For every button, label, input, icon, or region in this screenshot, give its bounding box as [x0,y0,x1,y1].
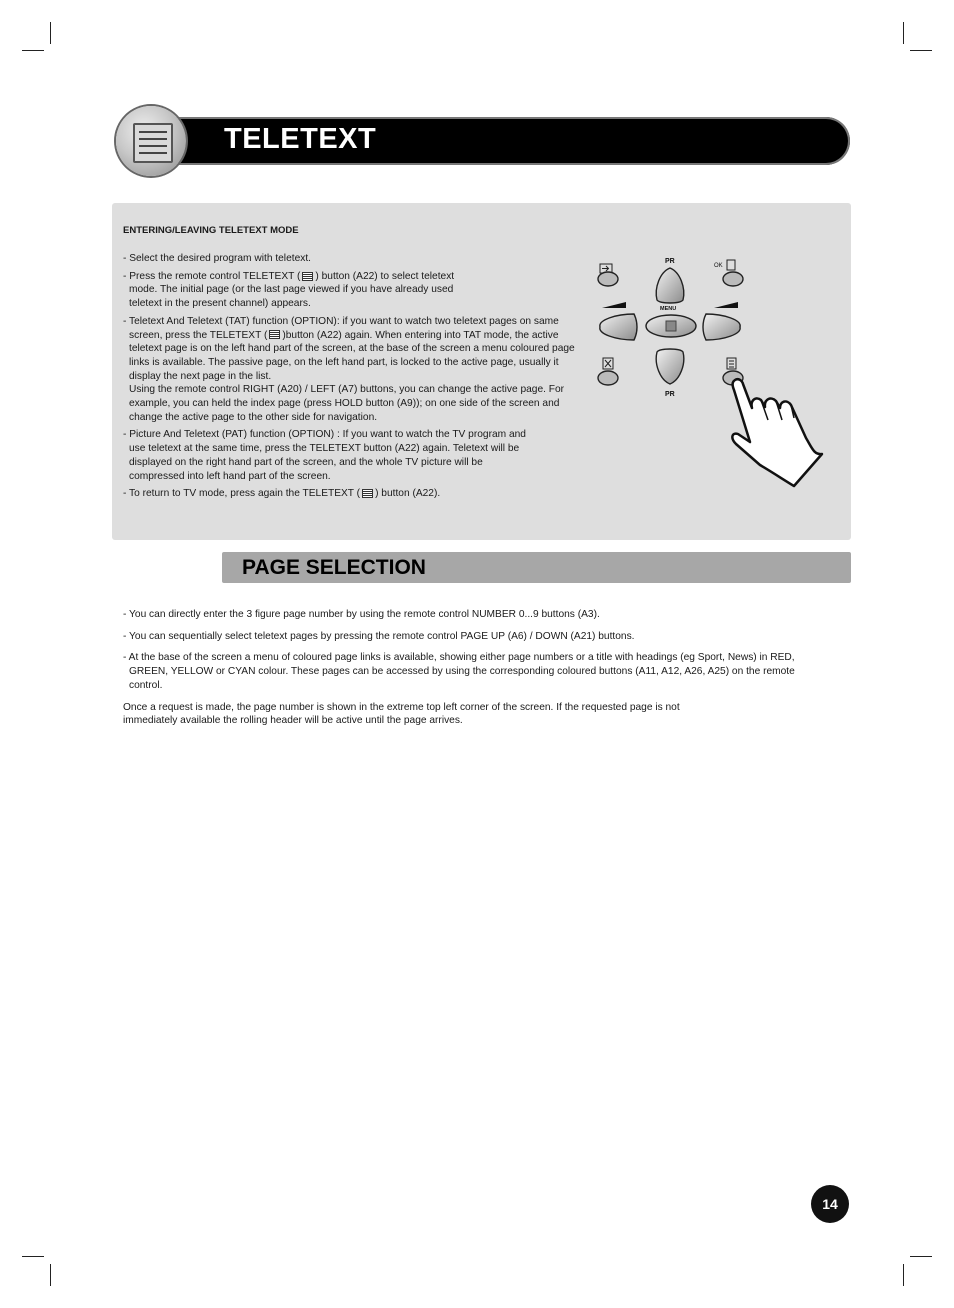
section-heading: ENTERING/LEAVING TELETEXT MODE [123,225,299,236]
teletext-mode-text [123,252,578,501]
pr-down-button [656,349,684,384]
pr-up-button [656,268,684,303]
instruction-item-continued: Using the remote control RIGHT (A20) / LEFT (A7) buttons, you can change the active page. For example, you can held the index page (press HOLD button (A9)); on one side of the screen and change the active page to the other side for navigation. [129,384,565,423]
pointing-hand-icon [732,379,822,486]
instruction-item: - You can sequentially select teletext pages by pressing the remote control PAGE UP (A6) / DOWN (A21) buttons. [123,630,635,642]
section-bar [222,552,851,583]
crop-mark [910,50,932,51]
instruction-item: - To return to TV mode, press again the TELETEXT ( ) button (A22). [123,488,441,500]
pr-down-label: PR [665,391,675,398]
crop-mark [910,1256,932,1257]
pr-up-label: PR [665,258,675,265]
note-paragraph: Once a request is made, the page number is shown in the extreme top left corner of the screen. If the requested page is not immediately available the rolling header will be active until the page arrives. [123,701,680,727]
crop-mark [903,22,904,44]
crop-mark [903,1264,904,1286]
instruction-item: - You can directly enter the 3 figure page number by using the remote control NUMBER 0...9 buttons (A3). [123,609,600,620]
instruction-item: - At the base of the screen a menu of coloured page links is available, showing either page numbers or a title with headings (eg Sport, News) in RED, GREEN, YELLOW or CYAN colour. These pages can be accessed by using the corresponding coloured buttons (A11, A12, A26, A25) on the remote control. [123,652,795,691]
instruction-item: - Picture And Teletext (PAT) function (OPTION) : If you want to watch the TV program and use teletext at the same time, press the TELETEXT button (A22) again. Teletext will be displayed on the right hand part of the screen, and the whole TV picture will be compressed into left hand part of the screen. [123,429,526,482]
hold-button [598,371,618,385]
crop-mark [50,1264,51,1286]
section-title: PAGE SELECTION [242,556,426,579]
volume-down-icon [602,302,626,308]
teletext-icon [362,489,373,498]
ok-button [723,272,743,286]
menu-label: MENU [660,306,677,312]
left-button [600,314,637,340]
remote-control-illustration [590,250,835,490]
crop-mark [22,50,44,51]
teletext-icon [116,106,186,176]
page-selection-text [123,608,803,728]
instruction-item: - Teletext And Teletext (TAT) function (OPTION): if you want to watch two teletext pages on same screen, press the TELETEXT ( )button (A22) again. When entering into TAT mode, the active teletext page is on the left hand part of the screen, at the base of the screen a menu coloured page links is available. The passive page, on the left hand part, is locked to the active page, usually it display the next page in the list. [123,315,575,382]
teletext-icon [302,272,313,281]
ok-label: OK [714,263,723,269]
page-title: TELETEXT [224,123,377,155]
volume-up-icon [714,302,738,308]
page-number: 14 [811,1185,849,1223]
crop-mark [50,22,51,44]
right-button [703,314,740,340]
title-bar [116,117,850,165]
crop-mark [22,1256,44,1257]
instruction-item: - Select the desired program with teletext. [123,253,311,264]
instruction-item: - Press the remote control TELETEXT ( ) button (A22) to select teletext mode. The initial page (or the last page viewed if you have already used teletext in the present channel) appears. [123,270,455,310]
teletext-icon [269,330,280,339]
av-button [598,272,618,286]
ok-icon [727,260,735,270]
